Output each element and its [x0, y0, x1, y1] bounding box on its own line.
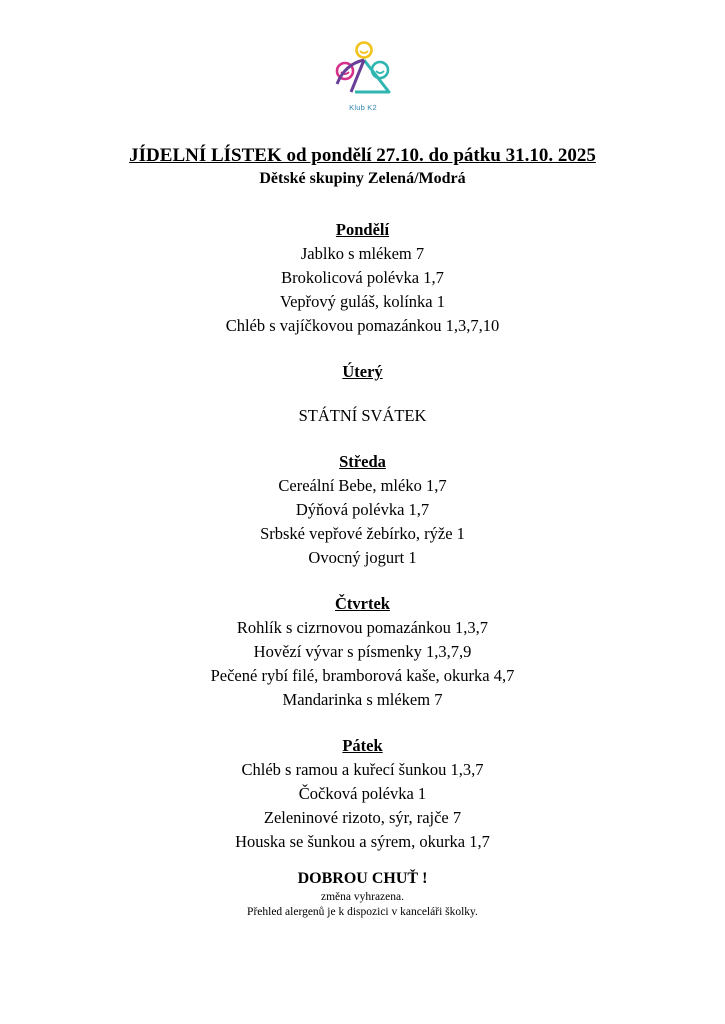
holiday-note: STÁTNÍ SVÁTEK	[298, 406, 427, 425]
menu-item: Rohlík s cizrnovou pomazánkou 1,3,7	[236, 618, 489, 637]
menu-item: Srbské vepřové žebírko, rýže 1	[260, 524, 465, 543]
day-friday	[0, 734, 725, 854]
allergen-note: Přehled alergenů je k dispozici v kanceláři školky.	[247, 906, 478, 918]
day-thursday	[0, 592, 725, 712]
menu-item: Vepřový guláš, kolínka 1	[280, 292, 445, 311]
day-name: Středa	[339, 452, 386, 471]
weekly-menu	[0, 218, 725, 876]
menu-item: Cereální Bebe, mléko 1,7	[278, 476, 447, 495]
menu-item: Mandarinka s mlékem 7	[282, 690, 443, 709]
day-monday	[0, 218, 725, 338]
menu-item: Pečené rybí filé, bramborová kaše, okurka 4,7	[210, 666, 515, 685]
closing-text: DOBROU CHUŤ !	[297, 870, 428, 887]
menu-item: Čočková polévka 1	[298, 784, 427, 803]
day-wednesday	[0, 450, 725, 570]
menu-item: Jablko s mlékem 7	[300, 244, 425, 263]
menu-item: Dýňová polévka 1,7	[295, 500, 430, 519]
menu-item: Ovocný jogurt 1	[308, 548, 417, 567]
day-name: Pondělí	[335, 220, 390, 239]
page-subtitle: Dětské skupiny Zelená/Modrá	[259, 170, 466, 187]
menu-header	[0, 144, 725, 190]
menu-item: Brokolicová polévka 1,7	[281, 268, 444, 287]
day-name: Čtvrtek	[335, 594, 390, 613]
klub-k2-logo	[331, 40, 395, 120]
day-tuesday	[0, 360, 725, 428]
menu-item: Houska se šunkou a sýrem, okurka 1,7	[235, 832, 490, 851]
menu-item: Chléb s ramou a kuřecí šunkou 1,3,7	[241, 760, 484, 779]
page-title: JÍDELNÍ LÍSTEK od pondělí 27.10. do pátku 31.10. 2025	[129, 145, 596, 166]
menu-footer	[0, 868, 725, 920]
menu-item: Chléb s vajíčkovou pomazánkou 1,3,7,10	[225, 316, 500, 335]
logo-text: Klub K2	[349, 103, 377, 112]
day-name: Úterý	[342, 362, 383, 381]
logo-icon	[331, 40, 395, 102]
day-name: Pátek	[342, 736, 383, 755]
menu-item: Zeleninové rizoto, sýr, rajče 7	[263, 808, 462, 827]
menu-item: Hovězí vývar s písmenky 1,3,7,9	[253, 642, 472, 661]
change-note: změna vyhrazena.	[320, 891, 404, 903]
